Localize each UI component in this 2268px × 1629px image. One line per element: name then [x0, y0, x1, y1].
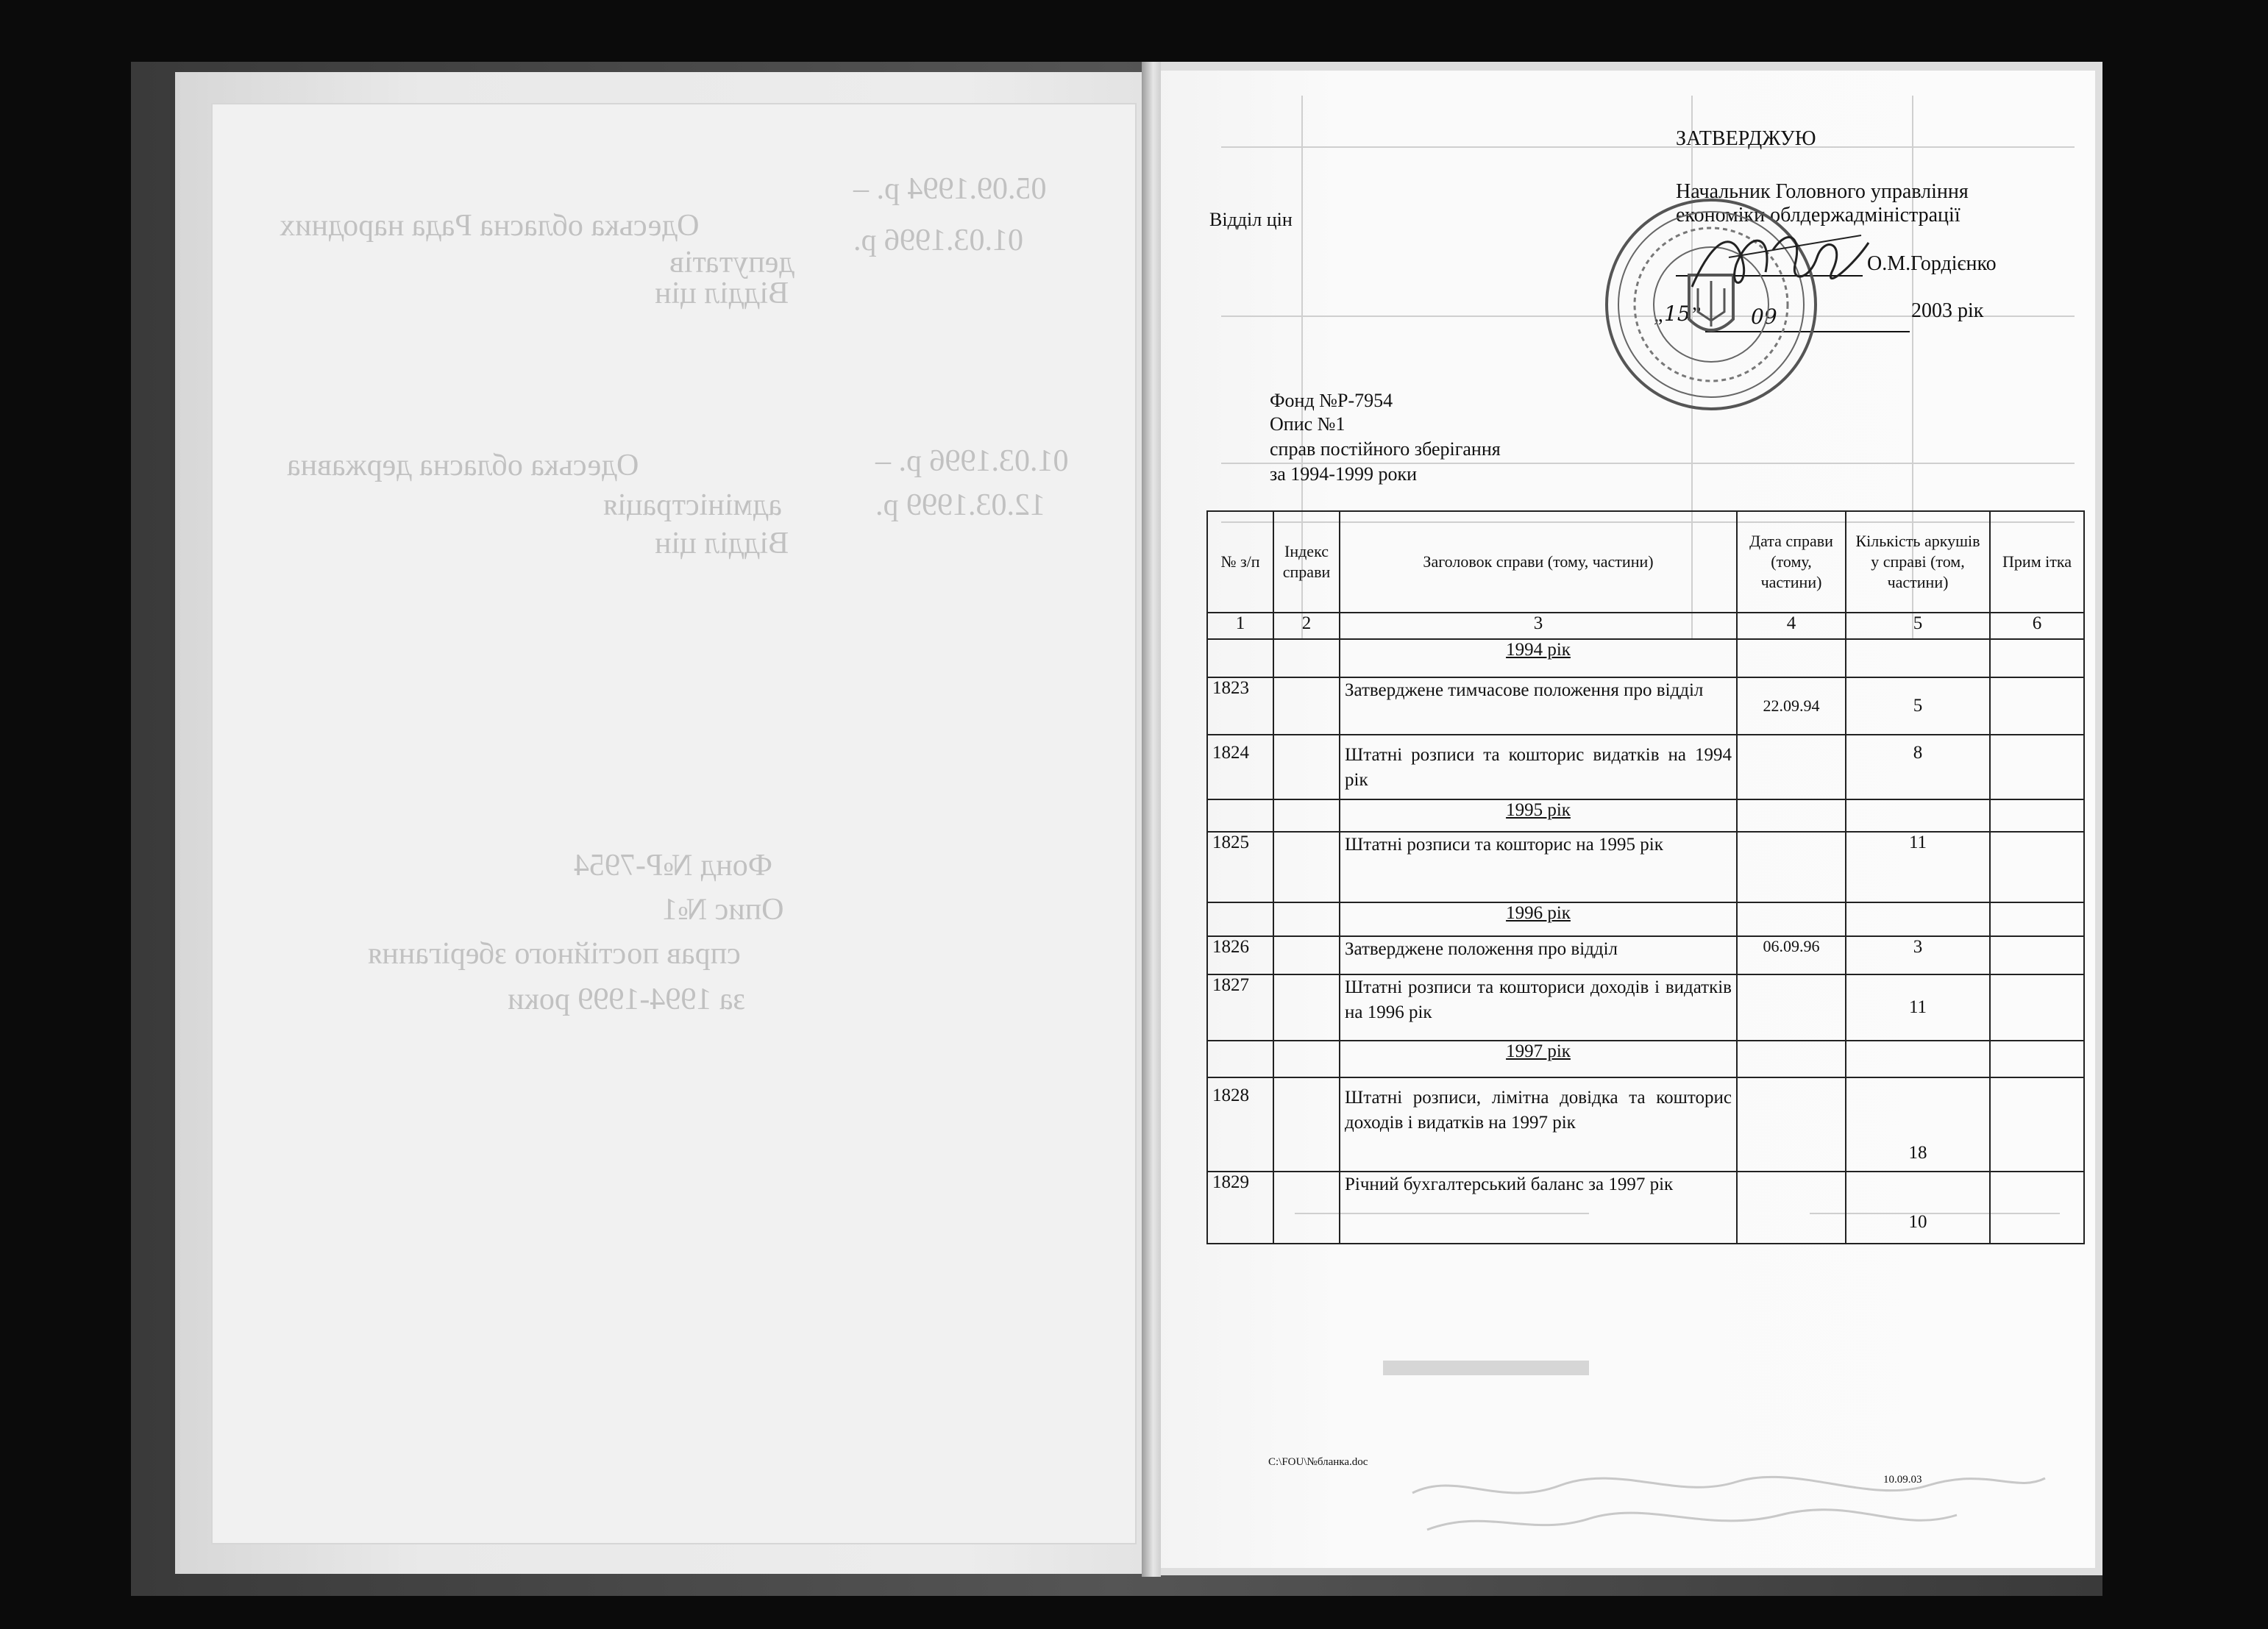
- approval-date-year: 2003 рік: [1911, 299, 1984, 322]
- fond-number: Фонд №Р-7954: [1270, 390, 1393, 411]
- approval-position-line2: економіки облдержадміністрації: [1676, 204, 1960, 227]
- case-title: Річний бухгалтерський баланс за 1997 рік: [1340, 1172, 1737, 1244]
- case-sheet-count: 5: [1846, 677, 1990, 735]
- ghost-line: справ постійного зберігання: [368, 937, 741, 971]
- case-title: Штатні розписи та кошториси доходів і видатків на 1996 рік: [1340, 974, 1737, 1041]
- department-label: Відділ цін: [1209, 209, 1293, 230]
- year-row: [1207, 799, 2084, 832]
- opys-number: Опис №1: [1270, 413, 1345, 435]
- ghost-line: адміністрація: [603, 488, 783, 522]
- column-number: 1: [1207, 613, 1273, 639]
- ghost-line: депутатів: [669, 246, 794, 279]
- table-header-row: [1207, 511, 2084, 613]
- left-page-paper: [211, 103, 1137, 1544]
- table-row: [1207, 1077, 2084, 1172]
- fond-period: за 1994-1999 роки: [1270, 463, 1418, 485]
- table-row: [1207, 677, 2084, 735]
- case-number: 1827: [1207, 974, 1273, 1041]
- table-row: [1207, 832, 2084, 902]
- header-title: Заголовок справи (тому, частини): [1340, 511, 1737, 613]
- case-title: Штатні розписи, лімітна довідка та кошторис доходів і видатків на 1997 рік: [1340, 1077, 1737, 1172]
- approval-heading: ЗАТВЕРДЖУЮ: [1676, 127, 1816, 150]
- book-spine: [1142, 62, 1161, 1577]
- ghost-line: Фонд №Р-7954: [574, 849, 772, 883]
- header-index: Індекс справи: [1273, 511, 1340, 613]
- faint-handwriting: [1398, 1464, 2060, 1544]
- case-number: 1824: [1207, 735, 1273, 799]
- approval-date-open-quote: „: [1654, 304, 1663, 327]
- ghost-line: 01.03.1996 р. –: [875, 444, 1069, 478]
- approval-date-month: 09: [1751, 304, 1777, 329]
- column-number: 5: [1846, 613, 1990, 639]
- approval-position-line1: Начальник Головного управління: [1676, 180, 1969, 203]
- header-date: Дата справи (тому, частини): [1737, 511, 1846, 613]
- year-row: [1207, 1041, 2084, 1077]
- year-heading: 1997 рік: [1340, 1041, 1737, 1077]
- column-number: 6: [1990, 613, 2084, 639]
- column-number: 4: [1737, 613, 1846, 639]
- case-date: 22.09.94: [1737, 677, 1846, 735]
- case-number: 1828: [1207, 1077, 1273, 1172]
- case-title: Затверджене тимчасове положення про відділ: [1340, 677, 1737, 735]
- case-sheet-count: 11: [1846, 974, 1990, 1041]
- fond-title: справ постійного зберігання: [1270, 438, 1501, 460]
- ghost-line: Одеська обласна Рада народних: [280, 209, 700, 243]
- case-sheet-count: 10: [1846, 1172, 1990, 1244]
- header-count: Кількість аркушів у справі (том, частини): [1846, 511, 1990, 613]
- table-row: [1207, 735, 2084, 799]
- ghost-line: 12.03.1999 р.: [875, 488, 1045, 522]
- year-row: [1207, 902, 2084, 936]
- table-row: [1207, 936, 2084, 974]
- ghost-line: Опис №1: [662, 893, 784, 927]
- header-note: Прим ітка: [1990, 511, 2084, 613]
- case-title: Штатні розписи та кошторис на 1995 рік: [1340, 832, 1737, 902]
- case-number: 1823: [1207, 677, 1273, 735]
- register-table: [1206, 510, 2085, 1244]
- table-row: [1207, 1172, 2084, 1244]
- case-date: 06.09.96: [1737, 936, 1846, 974]
- case-sheet-count: 18: [1846, 1077, 1990, 1172]
- year-heading: 1994 рік: [1340, 639, 1737, 677]
- case-title: Затверджене положення про відділ: [1340, 936, 1737, 974]
- header-no: № з/п: [1207, 511, 1273, 613]
- column-number: 3: [1340, 613, 1737, 639]
- case-sheet-count: 8: [1846, 735, 1990, 799]
- approver-name: О.М.Гордієнко: [1867, 252, 1997, 275]
- year-row: [1207, 639, 2084, 677]
- column-number-row: [1207, 613, 2084, 639]
- approval-date-day: 15: [1664, 302, 1691, 326]
- year-heading: 1995 рік: [1340, 799, 1737, 832]
- ghost-line: 05.09.1994 р. –: [853, 172, 1047, 206]
- column-number: 2: [1273, 613, 1340, 639]
- case-sheet-count: 3: [1846, 936, 1990, 974]
- case-title: Штатні розписи та кошторис видатків на 1994 рік: [1340, 735, 1737, 799]
- case-number: 1829: [1207, 1172, 1273, 1244]
- case-number: 1825: [1207, 832, 1273, 902]
- ghost-line: Одеська обласна державна: [287, 449, 639, 482]
- footer-date: 10.09.03: [1883, 1474, 1922, 1486]
- case-sheet-count: 11: [1846, 832, 1990, 902]
- table-row: [1207, 974, 2084, 1041]
- approval-date-close-quote: ”: [1692, 304, 1702, 327]
- ghost-line: Відділ цін: [655, 527, 789, 560]
- ghost-line: Відділ цін: [655, 277, 789, 310]
- year-heading: 1996 рік: [1340, 902, 1737, 936]
- footer-file-path: C:\FOU\№бланка.doc: [1268, 1456, 1368, 1468]
- ghost-line: за 1994-1999 роки: [508, 983, 746, 1016]
- case-number: 1826: [1207, 936, 1273, 974]
- handwritten-signature: [1685, 221, 1876, 302]
- ghost-line: 01.03.1996 р.: [853, 224, 1023, 257]
